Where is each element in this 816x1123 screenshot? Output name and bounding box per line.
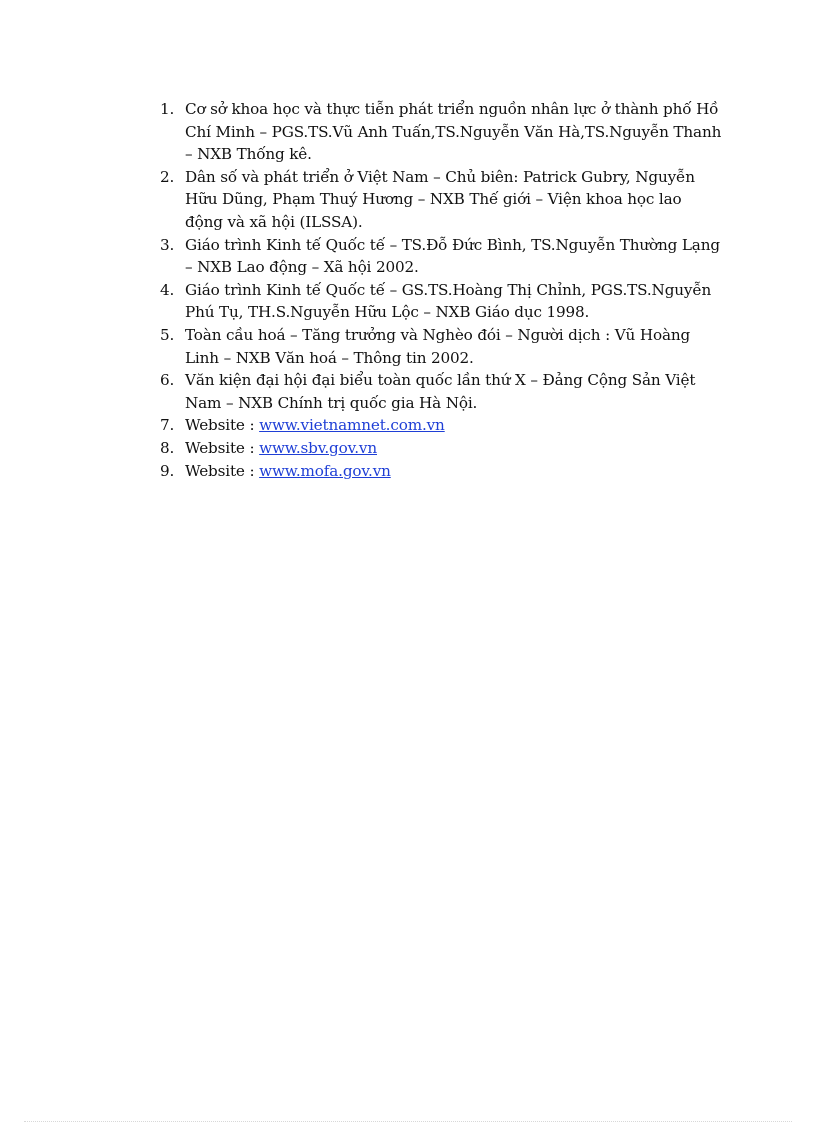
website-item [160,460,722,483]
website-link-vietnamnet[interactable]: www.vietnamnet.com.vn [259,416,445,435]
reference-text: Văn kiện đại hội đại biểu toàn quốc lần thứ X – Đảng Cộng Sản Việt Nam – NXB Chính trị quốc gia Hà Nội. [185,371,696,412]
reference-text: Giáo trình Kinh tế Quốc tế – TS.Đỗ Đức Bình, TS.Nguyễn Thường Lạng – NXB Lao động – Xã hội 2002. [185,235,720,277]
reference-text: Dân số và phát triển ở Việt Nam – Chủ biên: Patrick Gubry, Nguyễn Hữu Dũng, Phạm Thuý Hương – NXB Thế giới – Viện khoa học lao động và xã hội (ILSSA). [185,167,695,231]
reference-text: Cơ sở khoa học và thực tiễn phát triển nguồn nhân lực ở thành phố Hồ Chí Minh – PGS.TS.Vũ Anh Tuấn,TS.Nguyễn Văn Hà,TS.Nguyễn Thanh – NXB Thống kê. [185,100,722,164]
page-bottom-divider [24,1121,792,1122]
reference-item [160,166,722,234]
reference-number: 6. [160,371,175,390]
reference-number: 1. [160,100,175,118]
website-label: Website : [185,416,260,435]
reference-item [160,234,722,279]
website-label: Website : [185,461,260,480]
reference-text: Giáo trình Kinh tế Quốc tế – GS.TS.Hoàng Thị Chỉnh, PGS.TS.Nguyễn Phú Tụ, TH.S.Nguyễn Hữu Lộc – NXB Giáo dục 1998. [185,280,712,322]
reference-number: 8. [160,438,175,457]
reference-list [160,98,722,482]
reference-number: 3. [160,235,175,254]
reference-text: Toàn cầu hoá – Tăng trưởng và Nghèo đói – Người dịch : Vũ Hoàng Linh – NXB Văn hoá – Thông tin 2002. [185,325,691,367]
website-link-mofa[interactable]: www.mofa.gov.vn [259,461,391,480]
reference-number: 7. [160,416,175,435]
website-item [160,437,722,460]
reference-number: 9. [160,461,175,480]
reference-number: 2. [160,167,175,186]
website-link-sbv[interactable]: www.sbv.gov.vn [259,438,377,457]
reference-item [160,369,722,414]
reference-item [160,98,722,166]
reference-number: 5. [160,325,175,344]
website-item [160,414,722,437]
reference-number: 4. [160,280,175,299]
reference-item [160,279,722,324]
website-label: Website : [185,438,260,457]
reference-item [160,324,722,369]
